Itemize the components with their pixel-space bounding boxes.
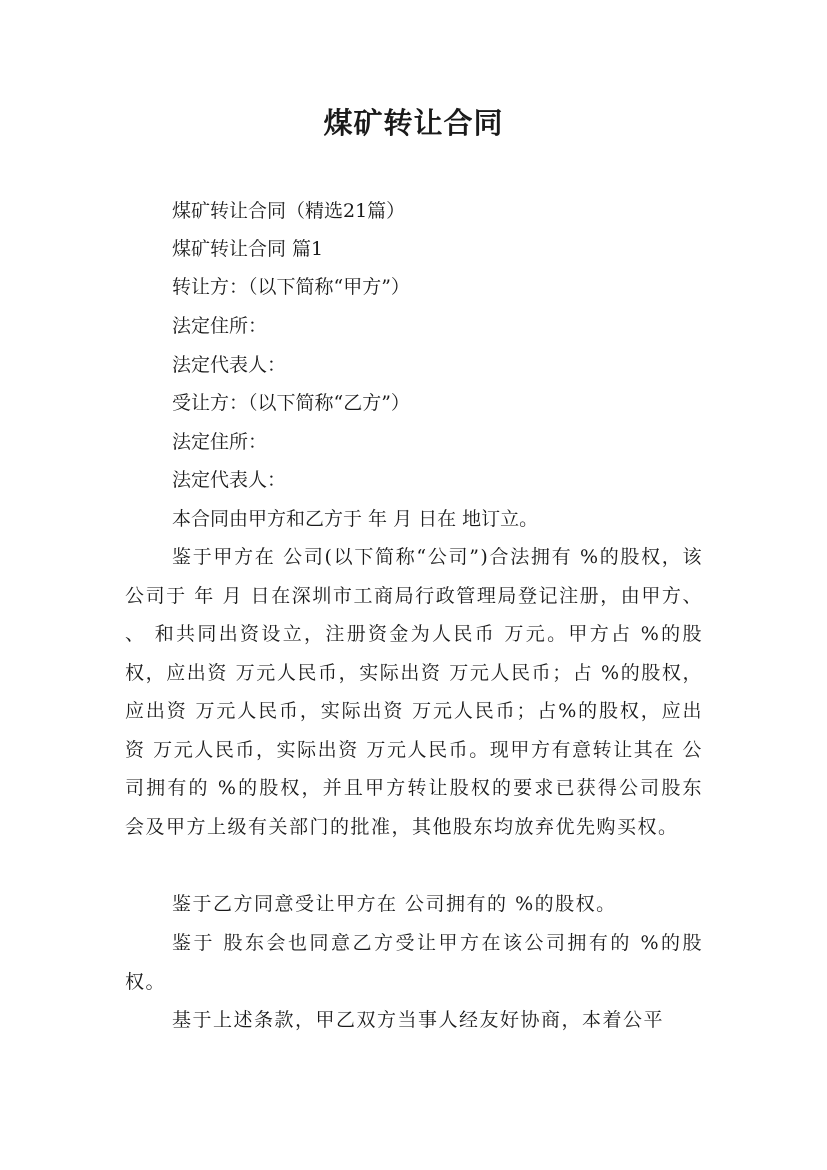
transferee-representative-line: 法定代表人： [172,469,287,491]
document-title: 煤矿转让合同 [323,106,504,140]
transferor-address-line: 法定住所： [172,315,268,337]
document-subtitle: 煤矿转让合同（精选21篇） [172,200,406,222]
transferee-line: 受让方：（以下简称“乙方”） [172,392,410,414]
body-paragraph: 基于上述条款，甲乙双方当事人经友好协商，本着公平 [172,1009,665,1031]
transferor-line: 转让方：（以下简称“甲方”） [172,276,410,298]
body-paragraph: 鉴于 股东会也同意乙方受让甲方在该公司拥有的 %的股权。 [125,932,703,993]
signing-statement-line: 本合同由甲方和乙方于 年 月 日在 地订立。 [172,508,539,530]
transferor-representative-line: 法定代表人： [172,354,287,376]
section-heading: 煤矿转让合同 篇1 [172,238,324,260]
body-paragraph: 鉴于乙方同意受让甲方在 公司拥有的 %的股权。 [172,893,617,915]
body-paragraph: 鉴于甲方在 公司(以下简称“公司”)合法拥有 %的股权，该公司于 年 月 日在深圳市工商局行政管理局登记注册，由甲方、 、 和共同出资设立，注册资金为人民币 万元。甲方占 %的股权，应出资 万元人民币，实际出资 万元人民币；占 %的股权，应出资 万元人民币，实际出资 万元人民币；占%的股权，应出资 万元人民币，实际出资 万元人民币。现甲方有意转让其在 公司拥有的 %的股权，并且甲方转让股权的要求已获得公司股东会及甲方上级有关部门的批准，其他股东均放弃优先购买权。 [125,546,703,838]
transferee-address-line: 法定住所： [172,431,268,453]
